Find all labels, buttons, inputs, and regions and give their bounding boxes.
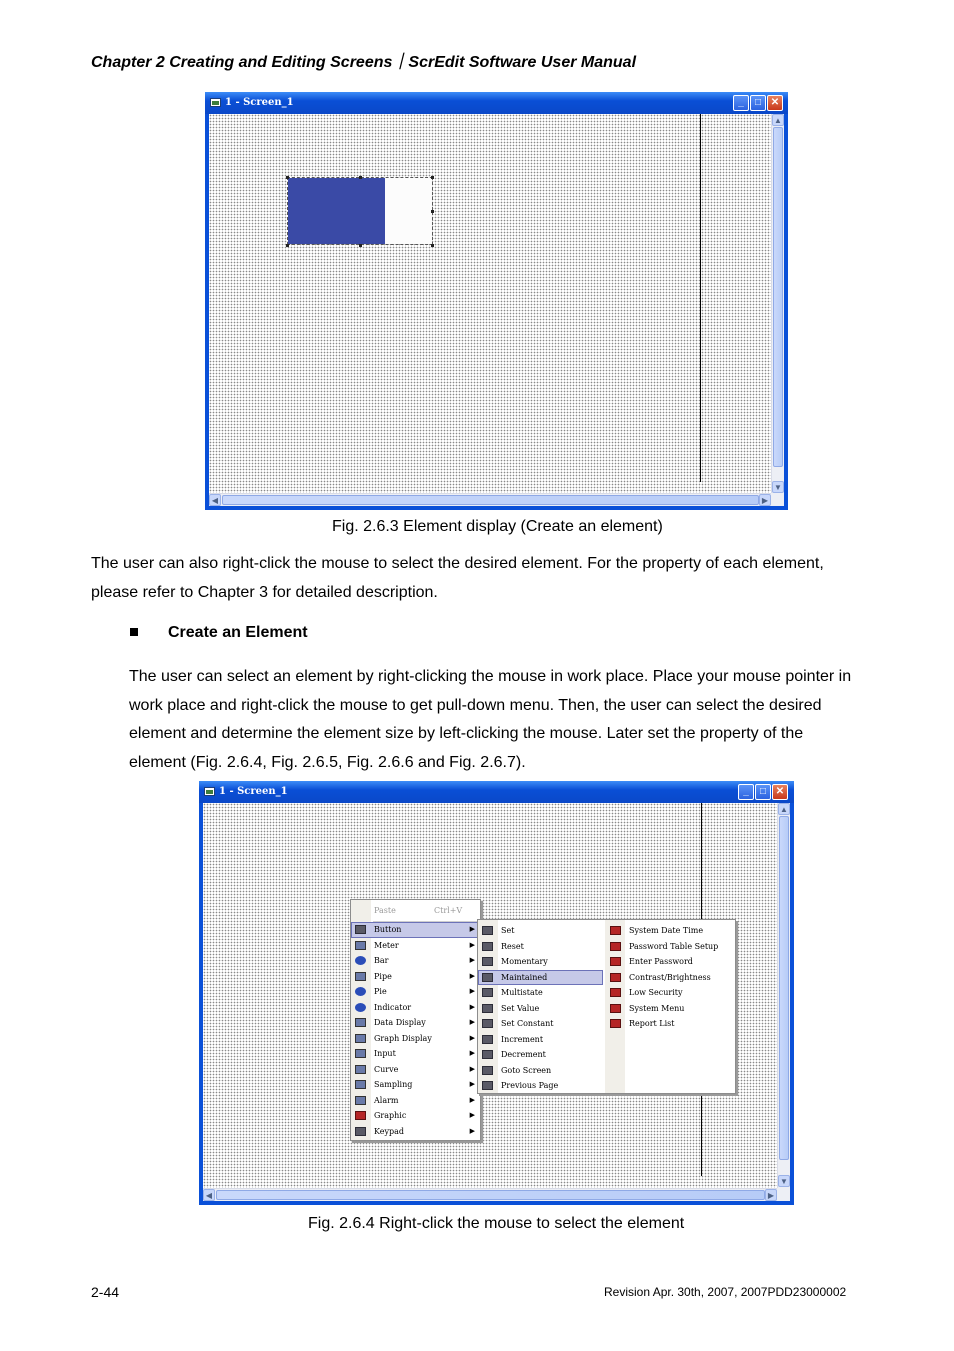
scroll-down-arrow[interactable]: ▼ [778,1175,790,1187]
menu-item-label: Decrement [501,1050,546,1059]
button-icon [482,926,493,935]
submenu-item-multistate[interactable] [478,985,603,1001]
close-button[interactable]: ✕ [772,784,788,800]
submenu-item-contrast-brightness[interactable] [606,970,733,986]
button-icon [482,942,493,951]
submenu-arrow-icon: ▶ [469,956,475,964]
submenu-item-report-list[interactable] [606,1016,733,1032]
pipe-icon [355,972,366,981]
figure-caption: Fig. 2.6.4 Right-click the mouse to select the element [308,1215,685,1232]
menu-item-label: Set [501,926,515,935]
vertical-scrollbar[interactable] [777,803,790,1188]
submenu-item-decrement[interactable] [478,1047,603,1063]
page-number: 2-44 [91,1284,120,1300]
graphic-icon [355,1111,366,1120]
resize-handle[interactable] [431,244,434,247]
button-icon [610,942,621,951]
menu-item-label: Alarm [374,1095,399,1105]
scroll-up-arrow[interactable]: ▲ [772,114,784,126]
submenu-item-enter-password[interactable] [606,954,733,970]
context-menu [350,899,481,1141]
menu-item-label: Enter Password [629,957,693,966]
submenu-item-momentary[interactable] [478,954,603,970]
submenu-item-low-security[interactable] [606,985,733,1001]
resize-handle[interactable] [431,210,434,213]
resize-handle[interactable] [286,244,289,247]
sampling-icon [355,1080,366,1089]
submenu-arrow-icon: ▶ [469,1126,475,1135]
menu-item-label: Paste [374,906,396,915]
menu-item-label: Input [374,1049,396,1058]
button-icon [482,1066,493,1075]
curve-icon [355,1065,366,1074]
button-icon [482,1081,493,1090]
close-button[interactable]: ✕ [767,95,783,111]
menu-item-meter[interactable] [351,938,480,954]
menu-item-graph-display[interactable] [351,1031,480,1047]
menu-item-label: Pie [374,987,387,996]
window-title: 1 - Screen_1 [219,786,288,797]
vertical-scroll-thumb[interactable] [779,816,789,1160]
alarm-icon [355,1096,366,1105]
menu-item-alarm[interactable] [351,1093,480,1109]
menu-item-label: Password Table Setup [629,941,719,951]
button-icon [355,925,366,934]
submenu-item-goto-screen[interactable] [478,1063,603,1079]
button-icon [482,1019,493,1028]
menu-item-label: Curve [374,1064,399,1074]
menu-item-curve[interactable] [351,1062,480,1078]
scroll-right-arrow[interactable]: ▶ [765,1189,777,1201]
submenu-arrow-icon: ▶ [469,1095,475,1104]
resize-handle[interactable] [359,244,362,247]
bar-icon [355,956,366,965]
paragraph: The user can also right-click the mouse to select the desired element. For the property of each element, please refer to Chapter 3 for detailed description. [91,555,824,601]
element-empty-part [385,178,432,244]
vertical-scrollbar[interactable] [771,114,784,493]
button-icon [610,926,621,935]
window-title: 1 - Screen_1 [225,97,294,108]
button-icon [482,1035,493,1044]
menu-item-label: Meter [374,940,399,950]
element-filled-part [288,178,385,244]
submenu-arrow-icon: ▶ [469,1049,475,1057]
menu-item-label: Set Constant [501,1019,554,1028]
menu-item-keypad[interactable] [351,1124,480,1140]
title-bar[interactable] [199,781,794,803]
screen-window-fig1 [205,92,788,510]
button-icon [610,1019,621,1028]
menu-item-label: Increment [501,1034,544,1044]
menu-item-label: Bar [374,956,389,965]
button-submenu [477,919,736,1094]
submenu-item-increment[interactable] [478,1032,603,1048]
data-display-icon [355,1018,366,1027]
button-icon [482,957,493,966]
resize-handle[interactable] [286,176,289,179]
dot-grid-canvas[interactable] [209,114,771,493]
menu-item-label: Momentary [501,957,548,966]
submenu-item-password-table-setup[interactable] [606,939,733,955]
button-icon [482,1050,493,1059]
button-icon [610,957,621,966]
submenu-item-system-menu[interactable] [606,1001,733,1017]
screen-boundary-line [700,114,701,482]
scroll-left-arrow[interactable]: ◀ [203,1189,215,1201]
menu-item-sampling[interactable] [351,1077,480,1093]
scroll-down-arrow[interactable]: ▼ [772,481,784,493]
menu-item-graphic[interactable] [351,1108,480,1124]
submenu-arrow-icon: ▶ [469,1033,475,1042]
pie-icon [355,987,366,996]
menu-item-label: Report List [629,1019,675,1028]
minimize-button[interactable]: _ [738,784,754,800]
work-area[interactable] [209,114,784,506]
menu-item-bar[interactable] [351,953,480,969]
button-icon [482,973,493,982]
figure-caption: Fig. 2.6.3 Element display (Create an element) [332,518,663,535]
submenu-item-system-date-time[interactable] [606,923,733,939]
menu-item-label: Goto Screen [501,1065,552,1075]
submenu-item-set-constant[interactable] [478,1016,603,1032]
scrollbar-corner [771,493,784,506]
revision-note: Revision Apr. 30th, 2007, 2007PDD23000002 [604,1285,847,1299]
scrollbar-corner [777,1188,790,1201]
section-heading: Create an Element [168,624,308,641]
menu-item-label: Graphic [374,1111,407,1120]
menu-item-label: Sampling [374,1080,413,1089]
menu-item-label: Data Display [374,1018,426,1027]
submenu-arrow-icon: ▶ [469,987,475,995]
submenu-arrow-icon: ▶ [469,1111,475,1119]
submenu-arrow-icon: ▶ [469,1018,475,1026]
resize-handle[interactable] [431,176,434,179]
menu-item-label: Contrast/Brightness [629,972,711,982]
input-icon [355,1049,366,1058]
menu-item-data-display[interactable] [351,1015,480,1031]
menu-item-label: Maintained [501,972,548,982]
button-icon [482,988,493,997]
submenu-arrow-icon: ▶ [469,925,475,933]
scroll-right-arrow[interactable]: ▶ [759,494,771,506]
submenu-item-set[interactable] [478,923,603,939]
menu-item-label: System Menu [629,1003,685,1013]
submenu-item-previous-page[interactable] [478,1078,603,1094]
menu-item-label: System Date Time [629,926,704,935]
menu-item-pipe[interactable] [351,969,480,985]
scroll-left-arrow[interactable]: ◀ [209,494,221,506]
menu-item-label: Low Security [629,988,683,997]
menu-item-label: Graph Display [374,1033,432,1043]
menu-item-pie[interactable] [351,984,480,1000]
menu-item-shortcut: Ctrl+V [434,906,463,915]
window-icon [204,787,215,796]
maximize-button[interactable]: □ [750,95,766,111]
submenu-arrow-icon: ▶ [469,971,475,980]
horizontal-scrollbar[interactable] [203,1188,777,1201]
menu-item-label: Reset [501,941,524,951]
submenu-arrow-icon: ▶ [469,940,475,949]
scroll-up-arrow[interactable]: ▲ [778,803,790,815]
indicator-icon [355,1003,366,1012]
submenu-arrow-icon: ▶ [469,1080,475,1088]
submenu-item-set-value[interactable] [478,1001,603,1017]
menu-item-label: Pipe [374,971,392,981]
menu-item-label: Indicator [374,1002,412,1012]
minimize-button[interactable]: _ [733,95,749,111]
menu-item-button[interactable] [351,922,480,938]
window-icon [210,98,221,107]
horizontal-scrollbar[interactable] [209,493,771,506]
section-body: The user can select an element by right-clicking the mouse in work place. Place your mouse pointer in work place and right-click the mouse to get pull-down menu. Then, the user can select the desired element and determine the element size by left-clicking the mouse. Later set the property of the element (Fig. 2.6.4, Fig. 2.6.5, Fig. 2.6.6 and Fig. 2.6.7). [129,668,852,771]
button-icon [610,973,621,982]
submenu-item-reset[interactable] [478,939,603,955]
horizontal-scroll-thumb[interactable] [216,1190,765,1200]
menu-item-input[interactable] [351,1046,480,1062]
resize-handle[interactable] [359,176,362,179]
maximize-button[interactable]: □ [755,784,771,800]
submenu-arrow-icon: ▶ [469,1002,475,1011]
keypad-icon [355,1127,366,1136]
bullet-icon [130,628,138,636]
button-icon [610,1004,621,1013]
button-icon [610,988,621,997]
menu-item-label: Set Value [501,1003,540,1013]
meter-icon [355,941,366,950]
menu-item-indicator[interactable] [351,1000,480,1016]
button-icon [482,1004,493,1013]
menu-item-label: Multistate [501,988,543,997]
element-selection-box[interactable] [287,177,433,245]
title-bar[interactable] [205,92,788,114]
menu-item-paste[interactable] [351,903,480,919]
page-header: Chapter 2 Creating and Editing Screens｜ScrEdit Software User Manual [91,54,637,71]
menu-item-label: Button [374,925,402,934]
graph-display-icon [355,1034,366,1043]
menu-item-label: Keypad [374,1126,405,1136]
menu-item-label: Previous Page [501,1081,559,1090]
vertical-scroll-thumb[interactable] [773,127,783,467]
submenu-item-maintained[interactable] [478,970,603,986]
submenu-arrow-icon: ▶ [469,1064,475,1073]
horizontal-scroll-thumb[interactable] [222,495,759,505]
